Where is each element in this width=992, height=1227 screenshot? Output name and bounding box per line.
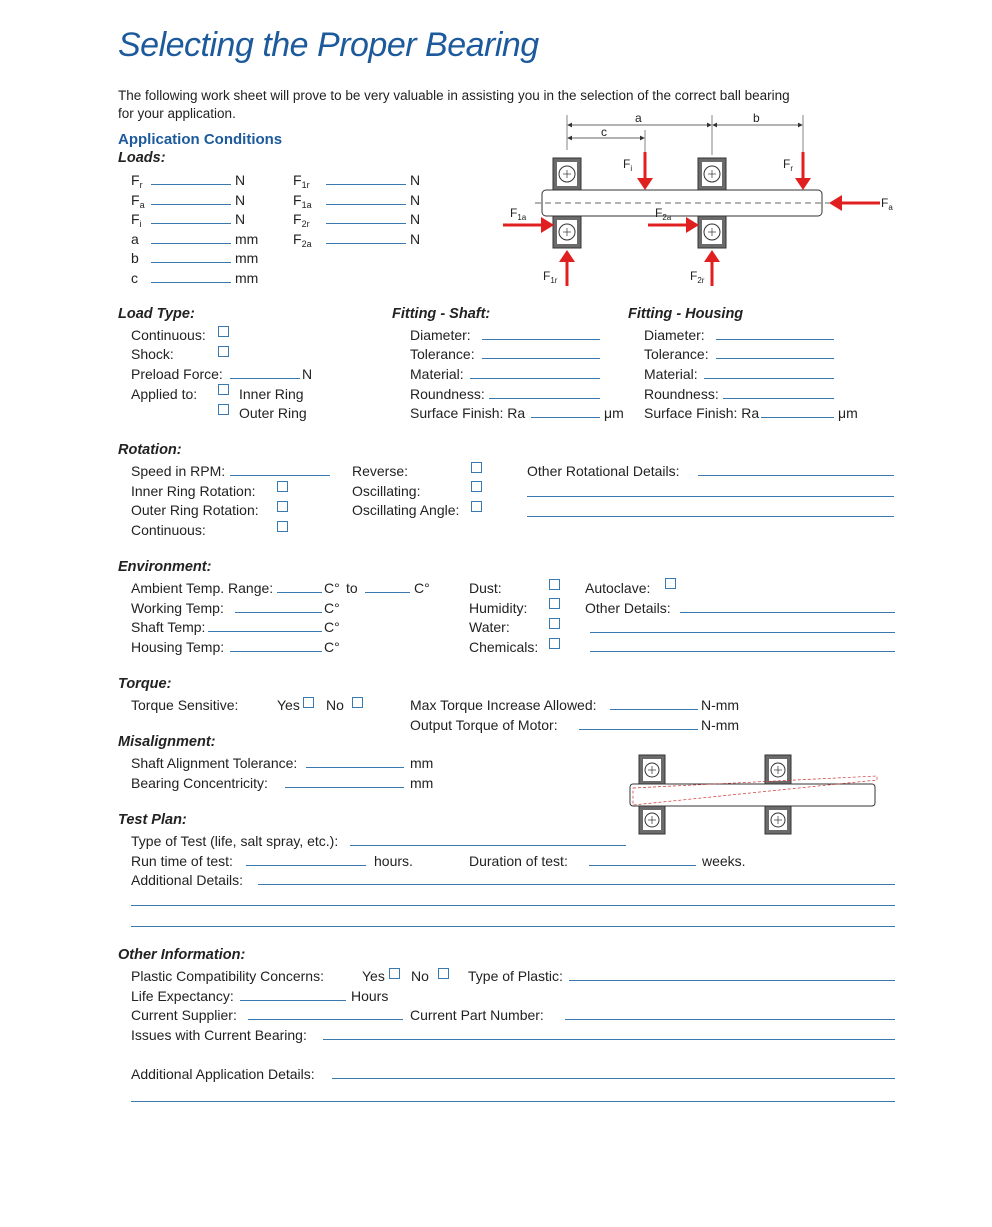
housing-c: C° [324, 639, 340, 655]
other-rotational-field-2[interactable] [527, 496, 894, 497]
working-c: C° [324, 600, 340, 616]
svg-text:Fr: $F_r$ [783, 157, 794, 173]
max-torque-label: Max Torque Increase Allowed: [410, 697, 597, 713]
ambient-to: to [346, 580, 358, 596]
application-conditions-heading: Application Conditions [118, 131, 283, 148]
output-torque-label: Output Torque of Motor: [410, 717, 558, 733]
concentricity-label: Bearing Concentricity: [131, 775, 268, 791]
shaft-material-label: Material: [410, 366, 464, 382]
shaft-roundness-label: Roundness: [410, 386, 485, 402]
concentricity-unit: mm [410, 775, 434, 791]
dust-checkbox[interactable] [549, 579, 560, 590]
output-torque-unit: N-mm [701, 717, 740, 733]
load-right-field[interactable] [326, 243, 406, 244]
ambient-temp-to-field[interactable] [365, 592, 410, 593]
misalignment-heading: Misalignment: [118, 734, 216, 750]
svg-text:Fa: $F_a$ [881, 196, 893, 212]
load-left-unit: N [235, 172, 246, 188]
inner-ring-label: Inner Ring [239, 386, 304, 402]
environment-heading: Environment: [118, 559, 212, 575]
other-info-heading: Other Information: [118, 947, 246, 963]
page-title: Selecting the Proper Bearing [118, 26, 539, 64]
load-right-unit: N [410, 172, 421, 188]
shaft-surface-finish-field[interactable] [531, 417, 600, 418]
water-label: Water: [469, 619, 510, 635]
load-left-field[interactable] [151, 204, 231, 205]
continuous-label: Continuous: [131, 327, 206, 343]
bearing-load-diagram [495, 110, 895, 295]
plastic-no-label: No [411, 968, 429, 984]
shock-checkbox[interactable] [218, 346, 229, 357]
torque-no-label: No [326, 697, 344, 713]
loads-heading: Loads: [118, 150, 166, 166]
test-additional-field-2[interactable] [131, 905, 895, 906]
arrow-f2r [704, 250, 720, 262]
water-checkbox[interactable] [549, 618, 560, 629]
oscillating-angle-checkbox[interactable] [471, 501, 482, 512]
load-right-symbol: $F_{2r}$ [293, 211, 310, 229]
inner-ring-checkbox[interactable] [218, 384, 229, 395]
continuous-rotation-label: Continuous: [131, 522, 206, 538]
life-expectancy-field[interactable] [240, 1000, 346, 1001]
outer-ring-rotation-label: Outer Ring Rotation: [131, 502, 259, 518]
duration-label: Duration of test: [469, 853, 568, 869]
label-c: c [601, 125, 607, 139]
shaft-tolerance-field[interactable] [482, 358, 600, 359]
load-type-heading: Load Type: [118, 306, 195, 322]
additional-details-label: Additional Application Details: [131, 1066, 315, 1082]
other-rotational-field-1[interactable] [698, 475, 894, 476]
issues-field[interactable] [323, 1039, 895, 1040]
preload-force-field[interactable] [230, 378, 300, 379]
ambient-c2: C° [414, 580, 430, 596]
load-left-symbol: $F_r$ [131, 172, 143, 190]
shaft-alignment-unit: mm [410, 755, 434, 771]
other-rotational-field-3[interactable] [527, 516, 894, 517]
svg-text:F1r: $F_{1r}$ [543, 269, 558, 285]
svg-text:F1a: $F_{1a}$ [510, 206, 527, 222]
preload-unit: N [302, 366, 313, 382]
load-left-symbol: $F_a$ [131, 191, 145, 210]
fitting-shaft-heading: Fitting - Shaft: [392, 306, 491, 322]
life-hours: Hours [351, 988, 389, 1004]
type-plastic-field[interactable] [569, 980, 895, 981]
ambient-temp-from-field[interactable] [277, 592, 322, 593]
shaft-temp-label: Shaft Temp: [131, 619, 206, 635]
housing-surface-unit: μm [838, 405, 858, 421]
concentricity-field[interactable] [285, 787, 404, 788]
humidity-checkbox[interactable] [549, 598, 560, 609]
other-details-label: Other Details: [585, 600, 671, 616]
test-plan-heading: Test Plan: [118, 812, 187, 828]
plastic-compat-label: Plastic Compatibility Concerns: [131, 968, 324, 984]
outer-ring-checkbox[interactable] [218, 404, 229, 415]
part-number-field[interactable] [565, 1019, 895, 1020]
shaft-surface-unit: μm [604, 405, 624, 421]
inner-ring-rotation-label: Inner Ring Rotation: [131, 483, 256, 499]
test-additional-label: Additional Details: [131, 872, 244, 888]
working-temp-label: Working Temp: [131, 600, 224, 616]
housing-temp-field[interactable] [230, 651, 322, 652]
shock-label: Shock: [131, 346, 174, 362]
misalignment-diagram [625, 750, 900, 840]
housing-roundness-label: Roundness: [644, 386, 719, 402]
svg-text:F2a: $F_{2a}$ [655, 206, 672, 222]
load-left-unit: N [235, 191, 246, 208]
shaft-diameter-field[interactable] [482, 339, 600, 340]
label-b: b [753, 111, 760, 125]
test-additional-field-3[interactable] [131, 926, 895, 927]
run-time-label: Run time of test: [131, 853, 233, 869]
other-rotational-label: Other Rotational Details: [527, 463, 680, 479]
reverse-label: Reverse: [352, 463, 409, 479]
continuous-rotation-checkbox[interactable] [277, 521, 288, 532]
plastic-yes-label: Yes [362, 968, 385, 984]
dust-label: Dust: [469, 580, 502, 596]
load-right-field[interactable] [326, 204, 406, 205]
svg-text:Fi: $F_i$ [623, 157, 633, 173]
humidity-label: Humidity: [469, 600, 528, 616]
torque-yes-checkbox[interactable] [303, 697, 314, 708]
test-type-field[interactable] [350, 845, 626, 846]
outer-ring-label: Outer Ring [239, 405, 307, 421]
plastic-no-checkbox[interactable] [438, 968, 449, 979]
output-torque-field[interactable] [579, 729, 698, 730]
continuous-checkbox[interactable] [218, 326, 229, 337]
shaft-tolerance-label: Tolerance: [410, 346, 475, 362]
arrow-f1a [541, 217, 554, 233]
housing-temp-label: Housing Temp: [131, 639, 225, 655]
shaft-diameter-label: Diameter: [410, 327, 471, 343]
max-torque-unit: N-mm [701, 697, 740, 713]
load-right-unit: N [410, 211, 421, 227]
shaft-material-field[interactable] [470, 378, 600, 379]
shaft-surface-finish-label: Surface Finish: Ra [410, 405, 526, 421]
other-details-field-3[interactable] [590, 651, 895, 652]
max-torque-field[interactable] [610, 709, 698, 710]
load-left-unit: mm [235, 269, 259, 286]
svg-text:F2r: $F_{2r}$ [690, 269, 705, 285]
arrow-fi [637, 178, 653, 190]
part-number-label: Current Part Number: [410, 1007, 544, 1023]
housing-material-field[interactable] [704, 378, 834, 379]
chemicals-checkbox[interactable] [549, 638, 560, 649]
shaft-alignment-field[interactable] [306, 767, 404, 768]
torque-sensitive-label: Torque Sensitive: [131, 697, 239, 713]
load-left-unit: mm [235, 250, 259, 266]
arrow-fa [829, 195, 842, 211]
rotation-heading: Rotation: [118, 442, 182, 458]
oscillating-checkbox[interactable] [471, 481, 482, 492]
test-additional-field-1[interactable] [258, 884, 895, 885]
supplier-label: Current Supplier: [131, 1007, 237, 1023]
test-type-label: Type of Test (life, salt spray, etc.): [131, 833, 339, 849]
load-right-symbol: $F_{1a}$ [293, 191, 312, 210]
load-left-unit: N [235, 211, 246, 227]
load-left-symbol: a [131, 230, 139, 247]
speed-rpm-label: Speed in RPM: [131, 463, 226, 479]
arrow-f2a [686, 217, 699, 233]
load-left-field[interactable] [151, 243, 231, 244]
autoclave-label: Autoclave: [585, 580, 651, 596]
shaft-roundness-field[interactable] [489, 398, 600, 399]
autoclave-checkbox[interactable] [665, 578, 676, 589]
load-right-symbol: $F_{1r}$ [293, 172, 310, 190]
fitting-housing-heading: Fitting - Housing [628, 306, 744, 322]
other-details-field-1[interactable] [680, 612, 895, 613]
intro-text-2: for your application. [118, 106, 236, 121]
arrow-f1r [559, 250, 575, 262]
housing-diameter-label: Diameter: [644, 327, 705, 343]
load-left-field[interactable] [151, 262, 231, 263]
oscillating-label: Oscillating: [352, 483, 421, 499]
outer-ring-rotation-checkbox[interactable] [277, 501, 288, 512]
additional-details-field-2[interactable] [131, 1101, 895, 1102]
load-right-field[interactable] [326, 184, 406, 185]
load-left-unit: mm [235, 230, 259, 247]
housing-roundness-field[interactable] [723, 398, 834, 399]
inner-ring-rotation-checkbox[interactable] [277, 481, 288, 492]
load-right-field[interactable] [326, 223, 406, 224]
preload-force-label: Preload Force: [131, 366, 223, 382]
bearing-left-top [553, 158, 581, 190]
load-left-field[interactable] [151, 282, 231, 283]
load-right-symbol: $F_{2a}$ [293, 230, 312, 249]
torque-yes-label: Yes [277, 697, 300, 713]
applied-to-label: Applied to: [131, 386, 198, 402]
housing-surface-finish-label: Surface Finish: Ra [644, 405, 760, 421]
load-left-symbol: c [131, 269, 138, 286]
bearing-right-top [698, 158, 726, 190]
load-left-symbol: b [131, 250, 139, 266]
run-time-field[interactable] [246, 865, 366, 866]
arrow-fr [795, 178, 811, 190]
load-right-unit: N [410, 191, 421, 208]
oscillating-angle-label: Oscillating Angle: [352, 502, 460, 518]
housing-tolerance-label: Tolerance: [644, 346, 709, 362]
label-a: a [635, 111, 642, 125]
issues-label: Issues with Current Bearing: [131, 1027, 307, 1043]
life-expectancy-label: Life Expectancy: [131, 988, 234, 1004]
housing-surface-finish-field[interactable] [761, 417, 834, 418]
load-right-unit: N [410, 230, 421, 247]
duration-weeks: weeks. [702, 853, 746, 869]
torque-no-checkbox[interactable] [352, 697, 363, 708]
run-time-hours: hours. [374, 853, 413, 869]
torque-heading: Torque: [118, 676, 172, 692]
bearing-left-bottom [553, 216, 581, 248]
shaft-temp-field[interactable] [208, 631, 322, 632]
other-details-field-2[interactable] [590, 632, 895, 633]
intro-text: The following work sheet will prove to be very valuable in assisting you in the selection of the correct ball bearing [118, 88, 790, 103]
supplier-field[interactable] [248, 1019, 403, 1020]
type-plastic-label: Type of Plastic: [468, 968, 563, 984]
load-left-field[interactable] [151, 223, 231, 224]
speed-rpm-field[interactable] [230, 475, 330, 476]
plastic-yes-checkbox[interactable] [389, 968, 400, 979]
load-left-symbol: $F_i$ [131, 211, 142, 229]
duration-field[interactable] [589, 865, 696, 866]
reverse-checkbox[interactable] [471, 462, 482, 473]
chemicals-label: Chemicals: [469, 639, 539, 655]
shaft-alignment-label: Shaft Alignment Tolerance: [131, 755, 298, 771]
housing-diameter-field[interactable] [716, 339, 834, 340]
housing-material-label: Material: [644, 366, 698, 382]
ambient-c1: C° [324, 580, 340, 596]
ambient-temp-label: Ambient Temp. Range: [131, 580, 274, 596]
load-left-field[interactable] [151, 184, 231, 185]
housing-tolerance-field[interactable] [716, 358, 834, 359]
shaft-c: C° [324, 619, 340, 635]
additional-details-field-1[interactable] [332, 1078, 895, 1079]
bearing-right-bottom [698, 216, 726, 248]
working-temp-field[interactable] [235, 612, 322, 613]
